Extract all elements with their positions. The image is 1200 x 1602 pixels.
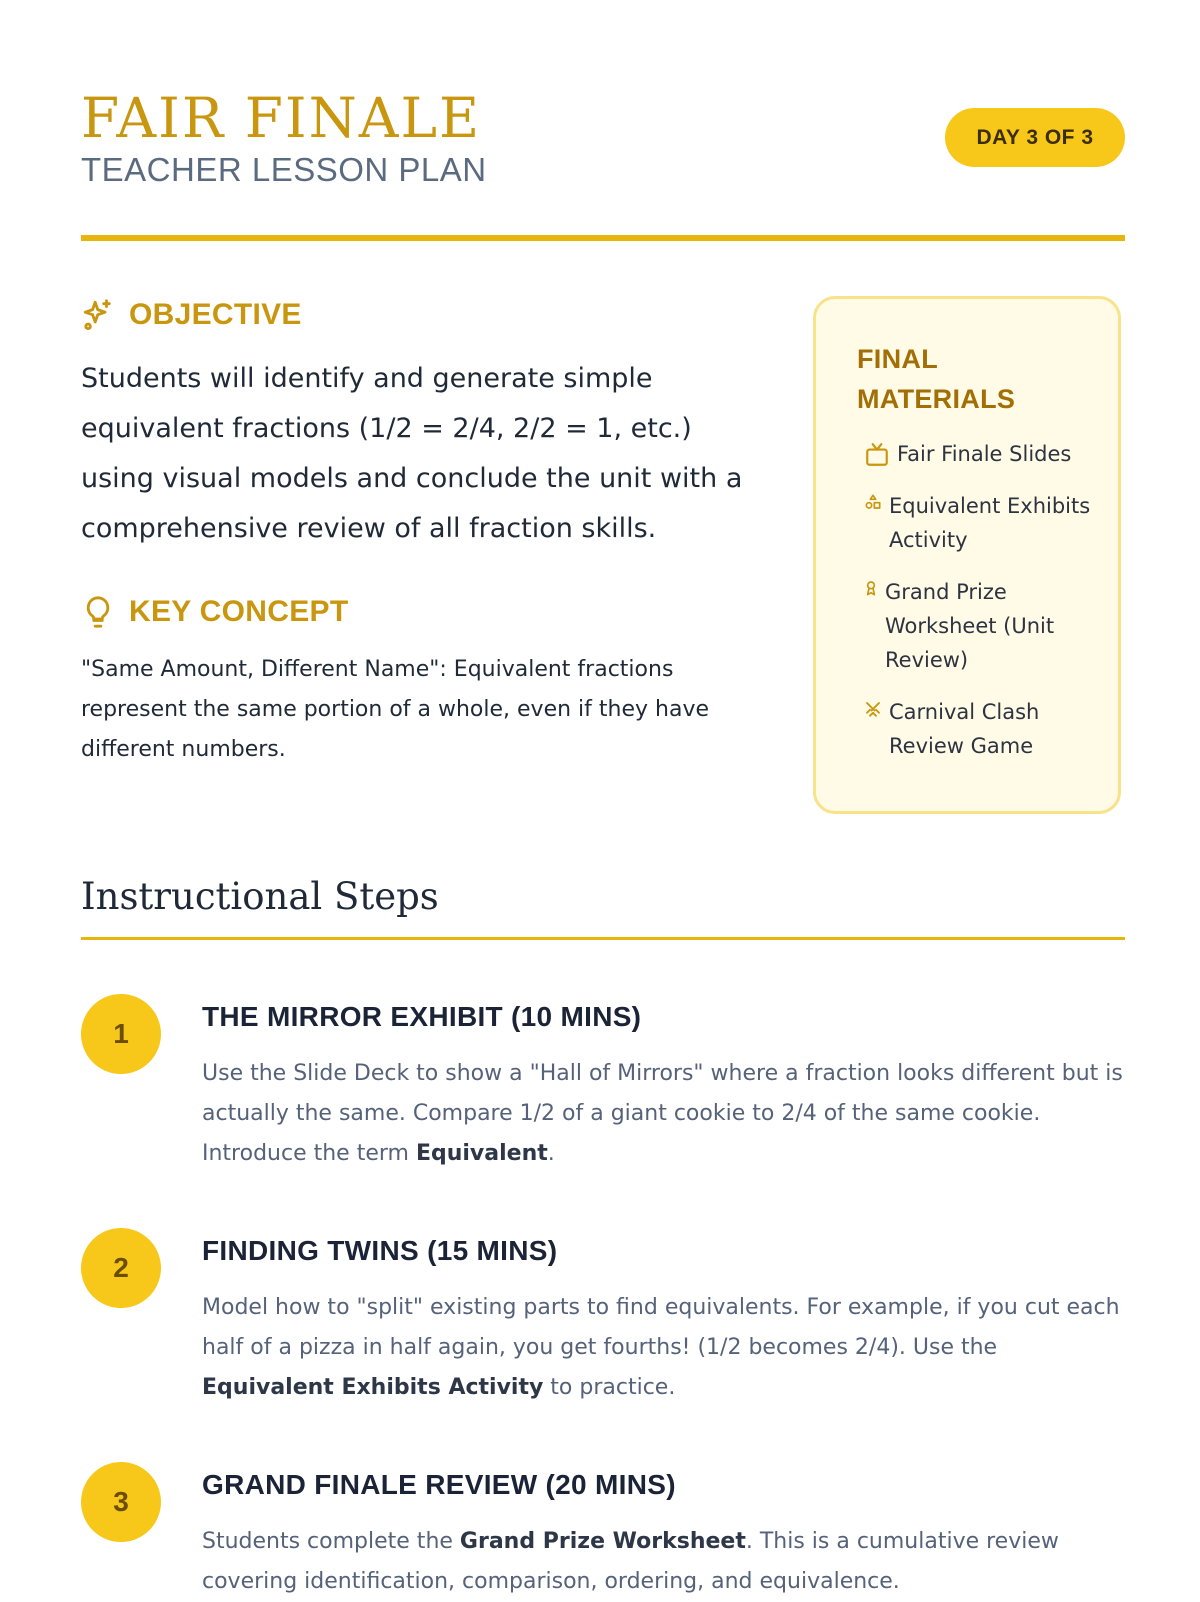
step-text: to practice. — [543, 1375, 676, 1400]
materials-heading-line1: FINAL — [857, 344, 938, 374]
materials-item-label: Carnival Clash Review Game — [889, 700, 1040, 758]
step-text: Use the Slide Deck to show a "Hall of Mirrors" where a fraction looks different but is actually the same. Compare 1/2 of a giant cookie to 2/4 of the same cookie. Introduce the term — [202, 1061, 1123, 1166]
key-concept-heading — [81, 595, 348, 629]
step-title: GRAND FINALE REVIEW (20 MINS) — [202, 1469, 676, 1500]
materials-card — [813, 296, 1121, 814]
objective-text: Students will identify and generate simple equivalent fractions (1/2 = 2/4, 2/2 = 1, etc.) using visual models and conclude the unit with a comprehensive review of all fraction skills. — [81, 363, 743, 544]
materials-item-label: Fair Finale Slides — [897, 442, 1072, 466]
step-number-badge: 1 — [81, 994, 161, 1074]
objective-heading-label: OBJECTIVE — [129, 298, 302, 331]
step-number-badge: 2 — [81, 1228, 161, 1308]
step-title: FINDING TWINS (15 MINS) — [202, 1235, 558, 1266]
instructional-steps-heading: Instructional Steps — [81, 875, 439, 918]
step-description — [202, 1522, 1127, 1602]
sparkles-icon — [81, 298, 115, 332]
step-title: THE MIRROR EXHIBIT (10 MINS) — [202, 1001, 642, 1032]
materials-heading — [857, 339, 1015, 419]
materials-item-label: Grand Prize Worksheet (Unit Review) — [885, 580, 1055, 672]
materials-list — [857, 437, 1107, 781]
presentation-icon — [857, 442, 897, 468]
shapes-icon — [857, 494, 889, 510]
step-text: Students complete the — [202, 1529, 460, 1554]
key-concept-heading-label: KEY CONCEPT — [129, 595, 349, 628]
header-divider — [81, 235, 1125, 241]
step-emphasis: Equivalent Exhibits Activity — [202, 1375, 544, 1400]
objective-heading — [81, 298, 302, 332]
key-concept-text: "Same Amount, Different Name": Equivalent fractions represent the same portion of a whole, even if they have different numbers. — [81, 657, 709, 762]
step-description — [202, 1054, 1127, 1174]
step-emphasis: Equivalent — [415, 1141, 548, 1166]
lightbulb-icon — [81, 595, 115, 629]
step-number-badge: 3 — [81, 1462, 161, 1542]
steps-divider — [81, 937, 1125, 940]
crossed-swords-icon — [857, 700, 889, 718]
page-subtitle: TEACHER LESSON PLAN — [81, 151, 487, 188]
step-text: Model how to "split" existing parts to find equivalents. For example, if you cut each half of a pizza in half again, you get fourths! (1/2 becomes 2/4). Use the — [202, 1295, 1120, 1360]
step-text: . This is a cumulative review covering identification, comparison, ordering, and equivalence. — [202, 1529, 1059, 1594]
materials-item — [857, 437, 1107, 471]
materials-item — [857, 489, 1107, 557]
step-description — [202, 1288, 1127, 1408]
step-emphasis: Grand Prize Worksheet — [459, 1529, 746, 1554]
materials-heading-line2: MATERIALS — [857, 384, 1016, 414]
page-title: FAIR FINALE — [81, 86, 482, 150]
ribbon-icon — [857, 580, 885, 596]
step-text: . — [547, 1141, 555, 1166]
materials-item — [857, 695, 1107, 763]
materials-item-label: Equivalent Exhibits Activity — [889, 494, 1091, 552]
day-badge: DAY 3 OF 3 — [945, 108, 1125, 167]
materials-item — [857, 575, 1107, 677]
